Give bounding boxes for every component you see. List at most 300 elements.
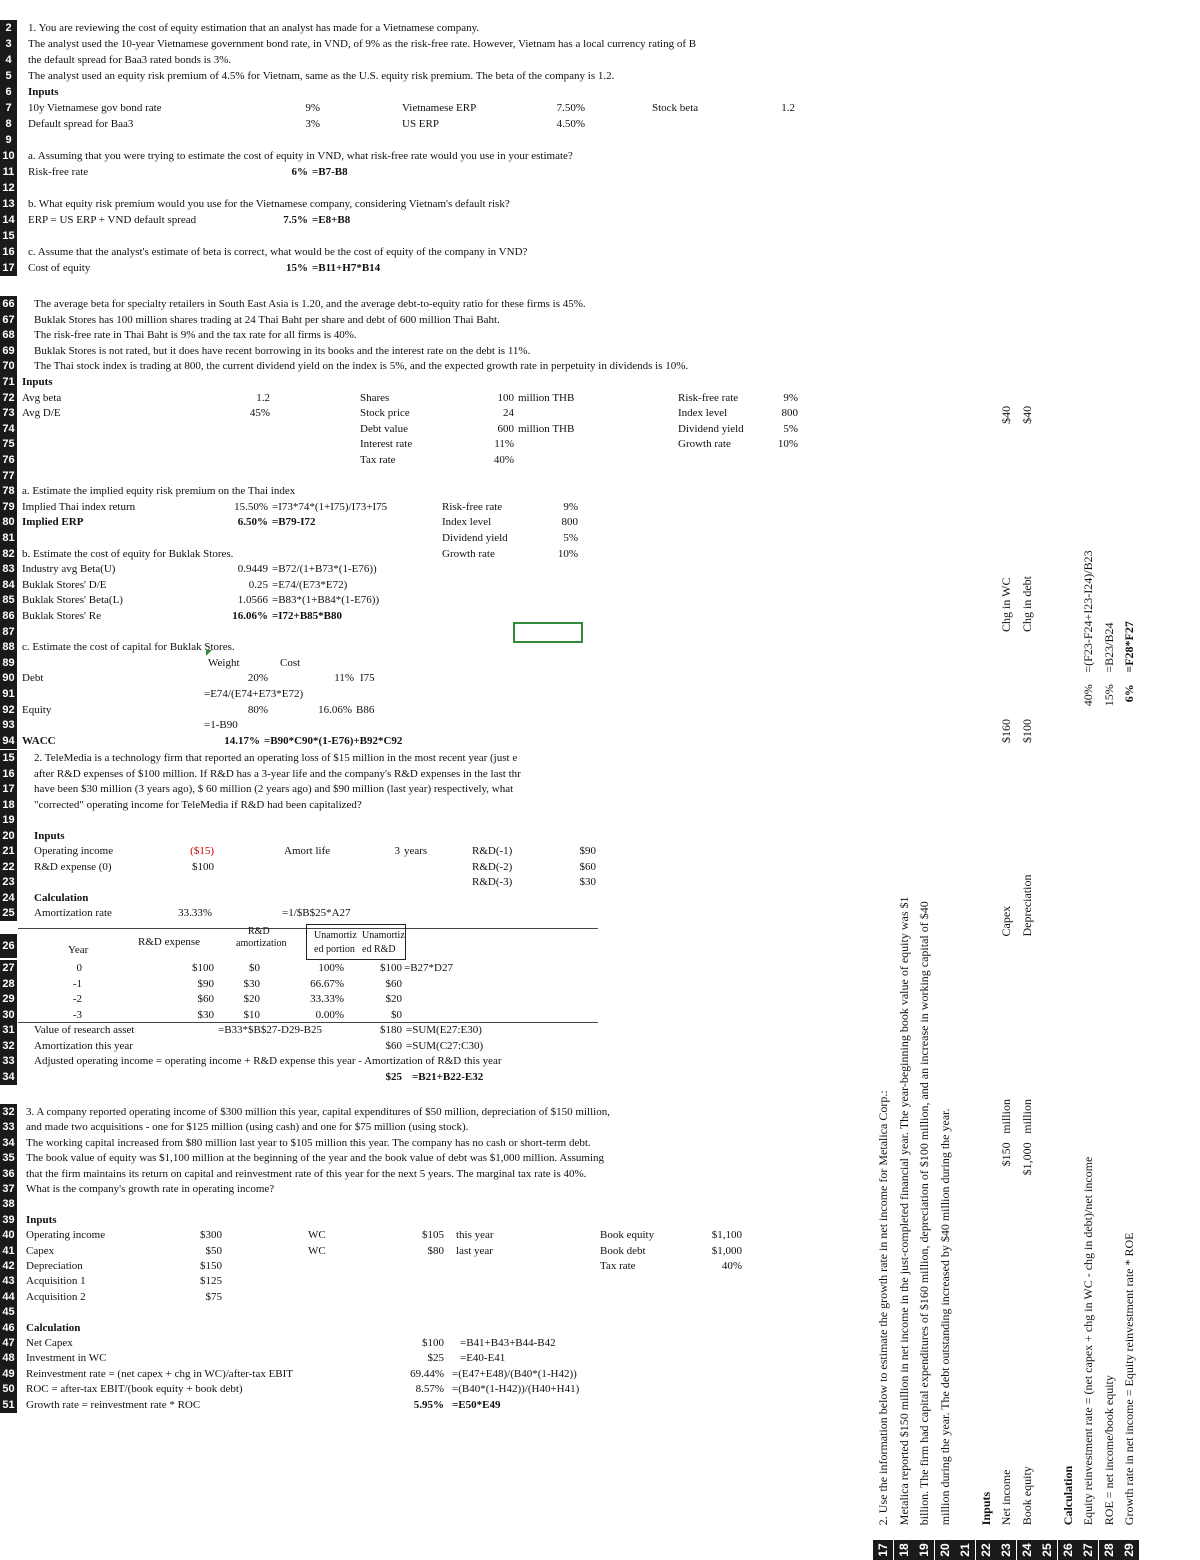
- cell[interactable]: 0.9449: [237, 563, 268, 576]
- row-number[interactable]: 83: [0, 561, 17, 577]
- cell[interactable]: =SUM(C27:C30): [406, 1039, 484, 1052]
- cell[interactable]: =E74/(E73*E72): [272, 578, 348, 591]
- cell[interactable]: and made two acquisitions - one for $125 million (using cash) and one for $75 million (using stock).: [26, 1121, 469, 1134]
- cell[interactable]: $30: [243, 977, 260, 990]
- cell[interactable]: Dividend yield: [442, 532, 508, 544]
- cell[interactable]: =B23/B24: [1101, 622, 1116, 673]
- cell[interactable]: 11%: [494, 438, 514, 451]
- row-number[interactable]: 45: [0, 1304, 17, 1320]
- cell[interactable]: $80: [427, 1244, 444, 1257]
- cell[interactable]: 16.06%: [318, 703, 352, 716]
- cell[interactable]: 33.33%: [178, 907, 212, 919]
- cell[interactable]: 80%: [247, 703, 268, 716]
- cell[interactable]: =E74/(E74+E73*E72): [204, 688, 304, 700]
- cell[interactable]: Inputs: [34, 829, 65, 842]
- cell[interactable]: Calculation: [26, 1321, 81, 1334]
- cell[interactable]: 15%: [286, 262, 308, 274]
- cell[interactable]: $0: [249, 962, 260, 974]
- cell[interactable]: Dividend yield: [678, 422, 744, 435]
- cell[interactable]: $50: [205, 1244, 222, 1257]
- row-number[interactable]: 94: [0, 733, 17, 749]
- cell[interactable]: Buklak Stores' D/E: [22, 578, 107, 591]
- cell[interactable]: 66.67%: [310, 977, 344, 990]
- cell[interactable]: b. What equity risk premium would you use for the Vietnamese company, considering Vietnam's default risk?: [28, 198, 510, 210]
- cell[interactable]: Growth rate = reinvestment rate * ROC: [26, 1398, 201, 1411]
- cell[interactable]: =(B40*(1-H42))/(H40+H41): [452, 1383, 580, 1396]
- cell[interactable]: 20%: [247, 672, 268, 685]
- cell[interactable]: Stock beta: [652, 102, 699, 114]
- cell[interactable]: Index level: [678, 407, 728, 420]
- cell[interactable]: Default spread for Baa3: [28, 118, 134, 130]
- cell[interactable]: 5.95%: [413, 1398, 444, 1411]
- cell[interactable]: Tax rate: [600, 1260, 636, 1272]
- cell[interactable]: The risk-free rate in Thai Baht is 9% and the tax rate for all firms is 40%.: [34, 329, 357, 342]
- cell[interactable]: 2. Use the information below to estimate the growth rate in net income for Metalica Corp.:: [876, 1090, 890, 1526]
- cell[interactable]: Risk-free rate: [28, 166, 89, 178]
- cell[interactable]: ($15): [190, 845, 214, 857]
- row-number[interactable]: 23: [0, 874, 17, 890]
- cell[interactable]: 4.50%: [556, 118, 585, 130]
- cell[interactable]: 40%: [493, 454, 514, 466]
- cell[interactable]: The book value of equity was $1,100 million at the beginning of the year and the book value of debt was $1,000 million. Assuming: [26, 1152, 605, 1165]
- cell[interactable]: R&D expense (0): [34, 860, 112, 873]
- row-number[interactable]: 77: [0, 468, 17, 484]
- cell[interactable]: 40%: [721, 1260, 742, 1272]
- cell[interactable]: Vietnamese ERP: [402, 102, 477, 114]
- cell[interactable]: 1.2: [256, 391, 270, 404]
- row-number[interactable]: 41: [0, 1243, 17, 1259]
- cell[interactable]: 69.44%: [410, 1367, 444, 1380]
- cell[interactable]: million THB: [518, 422, 575, 435]
- row-number[interactable]: 76: [0, 452, 17, 468]
- cell[interactable]: have been $30 million (3 years ago), $ 60 million (2 years ago) and $90 million (last year) respectively, what: [34, 783, 514, 795]
- row-number[interactable]: 13: [0, 196, 17, 212]
- cell[interactable]: c. Estimate the cost of capital for Buklak Stores.: [22, 641, 235, 654]
- cell[interactable]: billion. The firm had capital expenditures of $160 million, depreciation of $100 million, and an increase in working capital of $40: [917, 901, 931, 1526]
- cell[interactable]: million: [999, 1099, 1013, 1134]
- cell[interactable]: $100: [380, 962, 402, 974]
- cell[interactable]: $100: [192, 962, 214, 974]
- cell[interactable]: =B11+H7*B14: [312, 262, 381, 274]
- cell[interactable]: =(E47+E48)/(B40*(1-H42)): [452, 1367, 577, 1380]
- row-number[interactable]: 25: [1037, 1540, 1057, 1560]
- cell[interactable]: =B33*$B$27-D29-B25: [218, 1024, 322, 1036]
- cell[interactable]: 15.50%: [234, 500, 268, 513]
- row-number[interactable]: 20: [935, 1540, 955, 1560]
- cell[interactable]: $100: [422, 1337, 444, 1349]
- cell[interactable]: =SUM(E27:E30): [406, 1024, 482, 1036]
- cell[interactable]: $0: [391, 1008, 402, 1021]
- row-number[interactable]: 90: [0, 670, 17, 686]
- row-number[interactable]: 22: [0, 859, 17, 875]
- cell[interactable]: Shares: [360, 391, 390, 404]
- row-number[interactable]: 66: [0, 296, 17, 312]
- cell[interactable]: 7.5%: [283, 214, 308, 226]
- cell[interactable]: $125: [200, 1275, 222, 1288]
- cell[interactable]: -3: [72, 1008, 82, 1021]
- cell[interactable]: 11%: [334, 672, 354, 685]
- cell[interactable]: WACC: [22, 734, 56, 747]
- row-number[interactable]: 70: [0, 358, 17, 374]
- row-number[interactable]: 91: [0, 686, 17, 702]
- row-number[interactable]: 18: [894, 1540, 914, 1560]
- row-number[interactable]: 10: [0, 148, 17, 164]
- row-number[interactable]: 81: [0, 530, 17, 546]
- row-number[interactable]: 4: [0, 52, 17, 68]
- cell[interactable]: 40%: [1081, 684, 1095, 707]
- cell[interactable]: Value of research asset: [34, 1024, 135, 1036]
- cell[interactable]: Cost: [280, 656, 301, 669]
- row-number[interactable]: 14: [0, 212, 17, 228]
- row-number[interactable]: 32: [0, 1104, 17, 1120]
- row-number[interactable]: 21: [955, 1540, 975, 1560]
- cell[interactable]: b. Estimate the cost of equity for Buklak Stores.: [22, 547, 234, 560]
- cell[interactable]: 1.0566: [237, 594, 268, 607]
- cell[interactable]: 9%: [783, 391, 798, 404]
- cell[interactable]: Amortization this year: [34, 1039, 133, 1052]
- cell[interactable]: What is the company's growth rate in operating income?: [26, 1183, 275, 1195]
- cell[interactable]: =B72/(1+B73*(1-E76)): [272, 563, 377, 576]
- cell[interactable]: Reinvestment rate = (net capex + chg in WC)/after-tax EBIT: [26, 1367, 294, 1380]
- cell[interactable]: Operating income: [34, 845, 114, 857]
- cell[interactable]: that the firm maintains its return on capital and reinvestment rate of this year for the next 5 years. The marginal tax rate is 40%.: [26, 1167, 587, 1180]
- row-number[interactable]: 73: [0, 405, 17, 421]
- cell[interactable]: $20: [243, 993, 260, 1005]
- row-number[interactable]: 5: [0, 68, 17, 84]
- cell[interactable]: =B41+B43+B44-B42: [460, 1337, 556, 1349]
- row-number[interactable]: 23: [996, 1540, 1016, 1560]
- cell[interactable]: a. Assuming that you were trying to estimate the cost of equity in VND, what risk-free rate would you use in your estimate?: [28, 150, 573, 162]
- row-number[interactable]: 37: [0, 1181, 17, 1197]
- row-number[interactable]: 93: [0, 717, 17, 733]
- cell[interactable]: 3. A company reported operating income of $300 million this year, capital expenditures of $50 million, depreciation of $150 million,: [26, 1106, 610, 1118]
- cell[interactable]: $105: [422, 1229, 444, 1242]
- cell[interactable]: ROE = net income/book equity: [1101, 1375, 1116, 1526]
- row-number[interactable]: 33: [0, 1119, 17, 1135]
- row-number[interactable]: 11: [0, 164, 17, 180]
- cell[interactable]: $30: [579, 876, 596, 888]
- cell[interactable]: Inputs: [28, 86, 59, 98]
- cell[interactable]: Capex: [26, 1244, 55, 1257]
- cell[interactable]: Calculation: [34, 891, 89, 904]
- row-number[interactable]: 85: [0, 592, 17, 608]
- cell[interactable]: B86: [356, 703, 375, 716]
- row-number[interactable]: 3: [0, 36, 17, 52]
- row-number[interactable]: 31: [0, 1022, 17, 1038]
- cell[interactable]: Equity reinvestment rate = (net capex + chg in WC - chg in debt)/net income: [1081, 1156, 1095, 1526]
- row-number[interactable]: 25: [0, 905, 17, 921]
- cell[interactable]: R&D(-3): [472, 876, 513, 888]
- row-number[interactable]: 2: [0, 20, 17, 36]
- cell[interactable]: Depreciation: [26, 1260, 83, 1272]
- cell[interactable]: =I73*74*(1+I75)/I73+I75: [272, 500, 388, 513]
- cell[interactable]: Avg D/E: [22, 407, 61, 420]
- cell[interactable]: 10%: [777, 438, 798, 451]
- cell[interactable]: Net income: [999, 1469, 1013, 1526]
- cell[interactable]: $40: [1019, 405, 1034, 424]
- row-number[interactable]: 69: [0, 343, 17, 359]
- cell[interactable]: 8.57%: [415, 1383, 444, 1396]
- cell[interactable]: =E40-E41: [460, 1352, 506, 1365]
- cell[interactable]: $60: [197, 993, 214, 1005]
- cell[interactable]: $75: [205, 1290, 222, 1303]
- cell[interactable]: I75: [360, 672, 375, 685]
- row-number[interactable]: 27: [1078, 1540, 1098, 1560]
- cell[interactable]: Avg beta: [22, 391, 62, 404]
- row-number[interactable]: 15: [0, 228, 17, 244]
- row-number[interactable]: 82: [0, 546, 17, 562]
- row-number[interactable]: 28: [0, 976, 17, 992]
- cell[interactable]: 45%: [249, 407, 270, 420]
- cell[interactable]: 100%: [318, 962, 344, 974]
- cell[interactable]: =B21+B22-E32: [412, 1070, 484, 1083]
- cell[interactable]: $10: [243, 1008, 260, 1021]
- row-number[interactable]: 6: [0, 84, 17, 100]
- cell[interactable]: 5%: [563, 532, 578, 544]
- cell[interactable]: Risk-free rate: [678, 391, 739, 404]
- row-number[interactable]: 26: [1058, 1540, 1078, 1560]
- cell[interactable]: Book equity: [600, 1229, 655, 1242]
- row-number[interactable]: 19: [0, 812, 17, 828]
- cell[interactable]: 0.00%: [315, 1008, 344, 1021]
- cell[interactable]: 9%: [305, 102, 320, 114]
- cell[interactable]: 9%: [563, 500, 578, 513]
- cell[interactable]: Adjusted operating income = operating income + R&D expense this year - Amortization of R&D this year: [34, 1055, 502, 1067]
- row-number[interactable]: 86: [0, 608, 17, 624]
- cell[interactable]: 24: [503, 407, 514, 420]
- cell[interactable]: this year: [456, 1229, 494, 1242]
- cell[interactable]: =I72+B85*B80: [272, 610, 342, 622]
- cell[interactable]: WC: [308, 1244, 326, 1257]
- cell[interactable]: 33.33%: [310, 993, 344, 1005]
- cell[interactable]: $180: [380, 1024, 402, 1036]
- cell[interactable]: 15%: [1101, 684, 1116, 707]
- cell[interactable]: "corrected" operating income for TeleMedia if R&D had been capitalized?: [34, 798, 362, 811]
- cell[interactable]: $300: [200, 1229, 222, 1242]
- cell[interactable]: Risk-free rate: [442, 500, 503, 513]
- row-number[interactable]: 51: [0, 1397, 17, 1413]
- cell[interactable]: =(F23-F24+I23-I24)/B23: [1081, 550, 1095, 673]
- row-number[interactable]: 17: [873, 1540, 893, 1560]
- cell[interactable]: Stock price: [360, 407, 410, 420]
- cell[interactable]: $20: [385, 993, 402, 1005]
- cell[interactable]: 6%: [1122, 684, 1136, 703]
- cell[interactable]: Implied Thai index return: [22, 500, 136, 513]
- row-number[interactable]: 75: [0, 436, 17, 452]
- row-number[interactable]: 7: [0, 100, 17, 116]
- cell[interactable]: =B7-B8: [312, 166, 348, 178]
- cell[interactable]: 14.17%: [224, 734, 260, 747]
- cell[interactable]: Chg in debt: [1019, 576, 1034, 632]
- cell[interactable]: $90: [579, 845, 596, 857]
- cell[interactable]: =B90*C90*(1-E76)+B92*C92: [264, 734, 403, 747]
- cell[interactable]: c. Assume that the analyst's estimate of beta is correct, what would be the cost of equity of the company in VND?: [28, 246, 528, 258]
- cell[interactable]: million: [1019, 1099, 1034, 1134]
- row-number[interactable]: 42: [0, 1258, 17, 1274]
- row-number[interactable]: 24: [0, 890, 17, 906]
- cell[interactable]: $150: [999, 1142, 1013, 1167]
- cell[interactable]: 600: [497, 422, 514, 435]
- cell[interactable]: The analyst used the 10-year Vietnamese government bond rate, in VND, of 9% as the risk-free rate. However, Vietnam has a local currency rating of B: [28, 38, 697, 50]
- row-number[interactable]: 16: [0, 766, 17, 782]
- cell[interactable]: Debt value: [360, 422, 408, 435]
- cell[interactable]: $40: [999, 405, 1013, 424]
- cell[interactable]: =E50*E49: [452, 1398, 501, 1411]
- row-number[interactable]: 17: [0, 260, 17, 276]
- cell[interactable]: Net Capex: [26, 1337, 73, 1349]
- cell[interactable]: Growth rate: [678, 438, 731, 451]
- cell[interactable]: Book equity: [1019, 1466, 1034, 1526]
- row-number[interactable]: 74: [0, 421, 17, 437]
- cell[interactable]: =1/$B$25*A27: [282, 907, 351, 919]
- row-number[interactable]: 9: [0, 132, 17, 148]
- cell[interactable]: Inputs: [22, 376, 53, 388]
- row-number[interactable]: 46: [0, 1320, 17, 1336]
- row-number[interactable]: 29: [1119, 1540, 1139, 1560]
- cell[interactable]: Amortization rate: [34, 907, 112, 919]
- cell[interactable]: -1: [72, 977, 82, 990]
- row-number[interactable]: 18: [0, 797, 17, 813]
- cell[interactable]: ROC = after-tax EBIT/(book equity + book debt): [26, 1383, 243, 1396]
- cell[interactable]: 1. You are reviewing the cost of equity estimation that an analyst has made for a Vietnamese company.: [28, 22, 480, 34]
- row-number[interactable]: 79: [0, 499, 17, 515]
- row-number[interactable]: 47: [0, 1335, 17, 1351]
- cell[interactable]: R&D(-1): [472, 845, 513, 857]
- cell[interactable]: $90: [197, 977, 214, 990]
- cell[interactable]: Debt: [22, 672, 44, 685]
- row-number[interactable]: 87: [0, 624, 17, 640]
- cell[interactable]: Capex: [999, 905, 1013, 937]
- cell[interactable]: the default spread for Baa3 rated bonds is 3%.: [28, 54, 232, 66]
- cell[interactable]: The working capital increased from $80 million last year to $105 million this year. The company has no cash or short-term debt.: [26, 1136, 591, 1149]
- cell[interactable]: 100: [497, 391, 514, 404]
- cell[interactable]: =B79-I72: [272, 516, 316, 529]
- row-number[interactable]: 19: [914, 1540, 934, 1560]
- cell[interactable]: Implied ERP: [22, 516, 84, 529]
- row-number[interactable]: 8: [0, 116, 17, 132]
- cell[interactable]: $100: [192, 860, 214, 873]
- row-number[interactable]: 27: [0, 960, 17, 976]
- cell[interactable]: 6%: [291, 166, 308, 178]
- cell[interactable]: Inputs: [26, 1213, 57, 1226]
- cell[interactable]: Buklak Stores is not rated, but it does have recent borrowing in its books and the interest rate on the debt is 11%.: [34, 344, 531, 357]
- cell[interactable]: Index level: [442, 516, 492, 529]
- cell[interactable]: Tax rate: [360, 454, 396, 466]
- row-number[interactable]: 29: [0, 991, 17, 1007]
- cell[interactable]: 3: [394, 845, 400, 857]
- cell[interactable]: million THB: [518, 391, 575, 404]
- cell[interactable]: $1,100: [711, 1229, 742, 1242]
- cell[interactable]: Weight: [208, 656, 240, 669]
- cell[interactable]: 10y Vietnamese gov bond rate: [28, 102, 162, 114]
- cell[interactable]: Buklak Stores' Beta(L): [22, 594, 123, 607]
- cell[interactable]: Metalica reported $150 million in net income in the just-completed financial year. The year-beginning book value of equity was $1: [896, 896, 911, 1526]
- row-number[interactable]: 71: [0, 374, 17, 390]
- row-number[interactable]: 22: [976, 1540, 996, 1560]
- row-number[interactable]: 33: [0, 1053, 17, 1069]
- row-number[interactable]: 48: [0, 1350, 17, 1366]
- cell[interactable]: 1.2: [781, 102, 795, 114]
- cell[interactable]: 0.25: [248, 578, 268, 591]
- cell[interactable]: The average beta for specialty retailers in South East Asia is 1.20, and the average debt-to-equity ratio for these firms is 45%.: [34, 298, 586, 310]
- row-number[interactable]: 34: [0, 1069, 17, 1085]
- cell[interactable]: 16.06%: [232, 610, 268, 622]
- cell[interactable]: a. Estimate the implied equity risk premium on the Thai index: [22, 485, 296, 498]
- cell[interactable]: $150: [200, 1260, 222, 1272]
- cell[interactable]: WC: [308, 1229, 326, 1242]
- cell[interactable]: Calculation: [1060, 1465, 1075, 1526]
- cell[interactable]: Acquisition 1: [26, 1275, 86, 1288]
- cell[interactable]: Amort life: [284, 845, 331, 857]
- cell[interactable]: The Thai stock index is trading at 800, the current dividend yield on the index is 5%, and the expected growth rate in perpetuity in dividends is 10%.: [34, 360, 689, 373]
- cell[interactable]: $100: [1019, 719, 1034, 743]
- row-number[interactable]: 30: [0, 1007, 17, 1023]
- row-number[interactable]: 49: [0, 1366, 17, 1382]
- row-number[interactable]: 28: [1099, 1540, 1119, 1560]
- cell[interactable]: 6.50%: [237, 516, 268, 529]
- cell[interactable]: 7.50%: [556, 102, 585, 114]
- cell[interactable]: Inputs: [978, 1491, 993, 1526]
- row-number[interactable]: 50: [0, 1381, 17, 1397]
- row-number[interactable]: 34: [0, 1135, 17, 1151]
- cell[interactable]: -2: [72, 993, 82, 1005]
- cell[interactable]: =1-B90: [204, 719, 238, 732]
- cell[interactable]: Interest rate: [360, 438, 413, 451]
- cell[interactable]: Industry avg Beta(U): [22, 563, 116, 576]
- row-number[interactable]: 21: [0, 843, 17, 859]
- row-number[interactable]: 88: [0, 639, 17, 655]
- row-number[interactable]: 72: [0, 390, 17, 406]
- row-number[interactable]: 92: [0, 702, 17, 718]
- row-number[interactable]: 12: [0, 180, 17, 196]
- cell[interactable]: Buklak Stores has 100 million shares trading at 24 Thai Baht per share and debt of 600 million Thai Baht.: [34, 313, 500, 326]
- cell[interactable]: $1,000: [711, 1244, 742, 1257]
- row-number[interactable]: 44: [0, 1289, 17, 1305]
- cell[interactable]: $60: [385, 977, 402, 990]
- cell[interactable]: $25: [427, 1352, 444, 1365]
- cell[interactable]: $25: [385, 1070, 402, 1083]
- cell[interactable]: =B27*D27: [404, 962, 453, 974]
- cell[interactable]: Equity: [22, 703, 52, 716]
- cell[interactable]: Investment in WC: [26, 1352, 107, 1365]
- cell[interactable]: Depreciation: [1019, 874, 1034, 937]
- cell[interactable]: =B83*(1+B84*(1-E76)): [272, 594, 380, 607]
- row-number[interactable]: 67: [0, 312, 17, 328]
- cell[interactable]: $60: [385, 1039, 402, 1052]
- row-number[interactable]: 39: [0, 1212, 17, 1228]
- cell[interactable]: US ERP: [402, 118, 439, 130]
- cell[interactable]: 2. TeleMedia is a technology firm that reported an operating loss of $15 million in the most recent year (just e: [34, 752, 518, 764]
- cell[interactable]: 5%: [783, 422, 798, 435]
- cell[interactable]: 800: [561, 516, 578, 529]
- row-number[interactable]: 16: [0, 244, 17, 260]
- cell[interactable]: 0: [76, 962, 82, 974]
- row-number[interactable]: 43: [0, 1273, 17, 1289]
- row-number[interactable]: 32: [0, 1038, 17, 1054]
- selected-cell-highlight[interactable]: [513, 622, 583, 643]
- cell[interactable]: after R&D expenses of $100 million. If R&D has a 3-year life and the company's R&D expenses in the last thr: [34, 767, 521, 780]
- cell[interactable]: Acquisition 2: [26, 1290, 86, 1303]
- cell[interactable]: Cost of equity: [28, 262, 91, 274]
- row-number[interactable]: 24: [1017, 1540, 1037, 1560]
- cell[interactable]: million during the year. The debt outstanding increased by $40 million during the year.: [937, 1108, 952, 1526]
- cell[interactable]: 3%: [305, 118, 320, 130]
- cell[interactable]: Buklak Stores' Re: [22, 610, 101, 622]
- row-number[interactable]: 84: [0, 577, 17, 593]
- row-number[interactable]: 38: [0, 1196, 17, 1212]
- cell[interactable]: The analyst used an equity risk premium of 4.5% for Vietnam, same as the U.S. equity risk premium. The beta of the company is 1.2.: [28, 70, 615, 82]
- cell[interactable]: Chg in WC: [999, 577, 1013, 632]
